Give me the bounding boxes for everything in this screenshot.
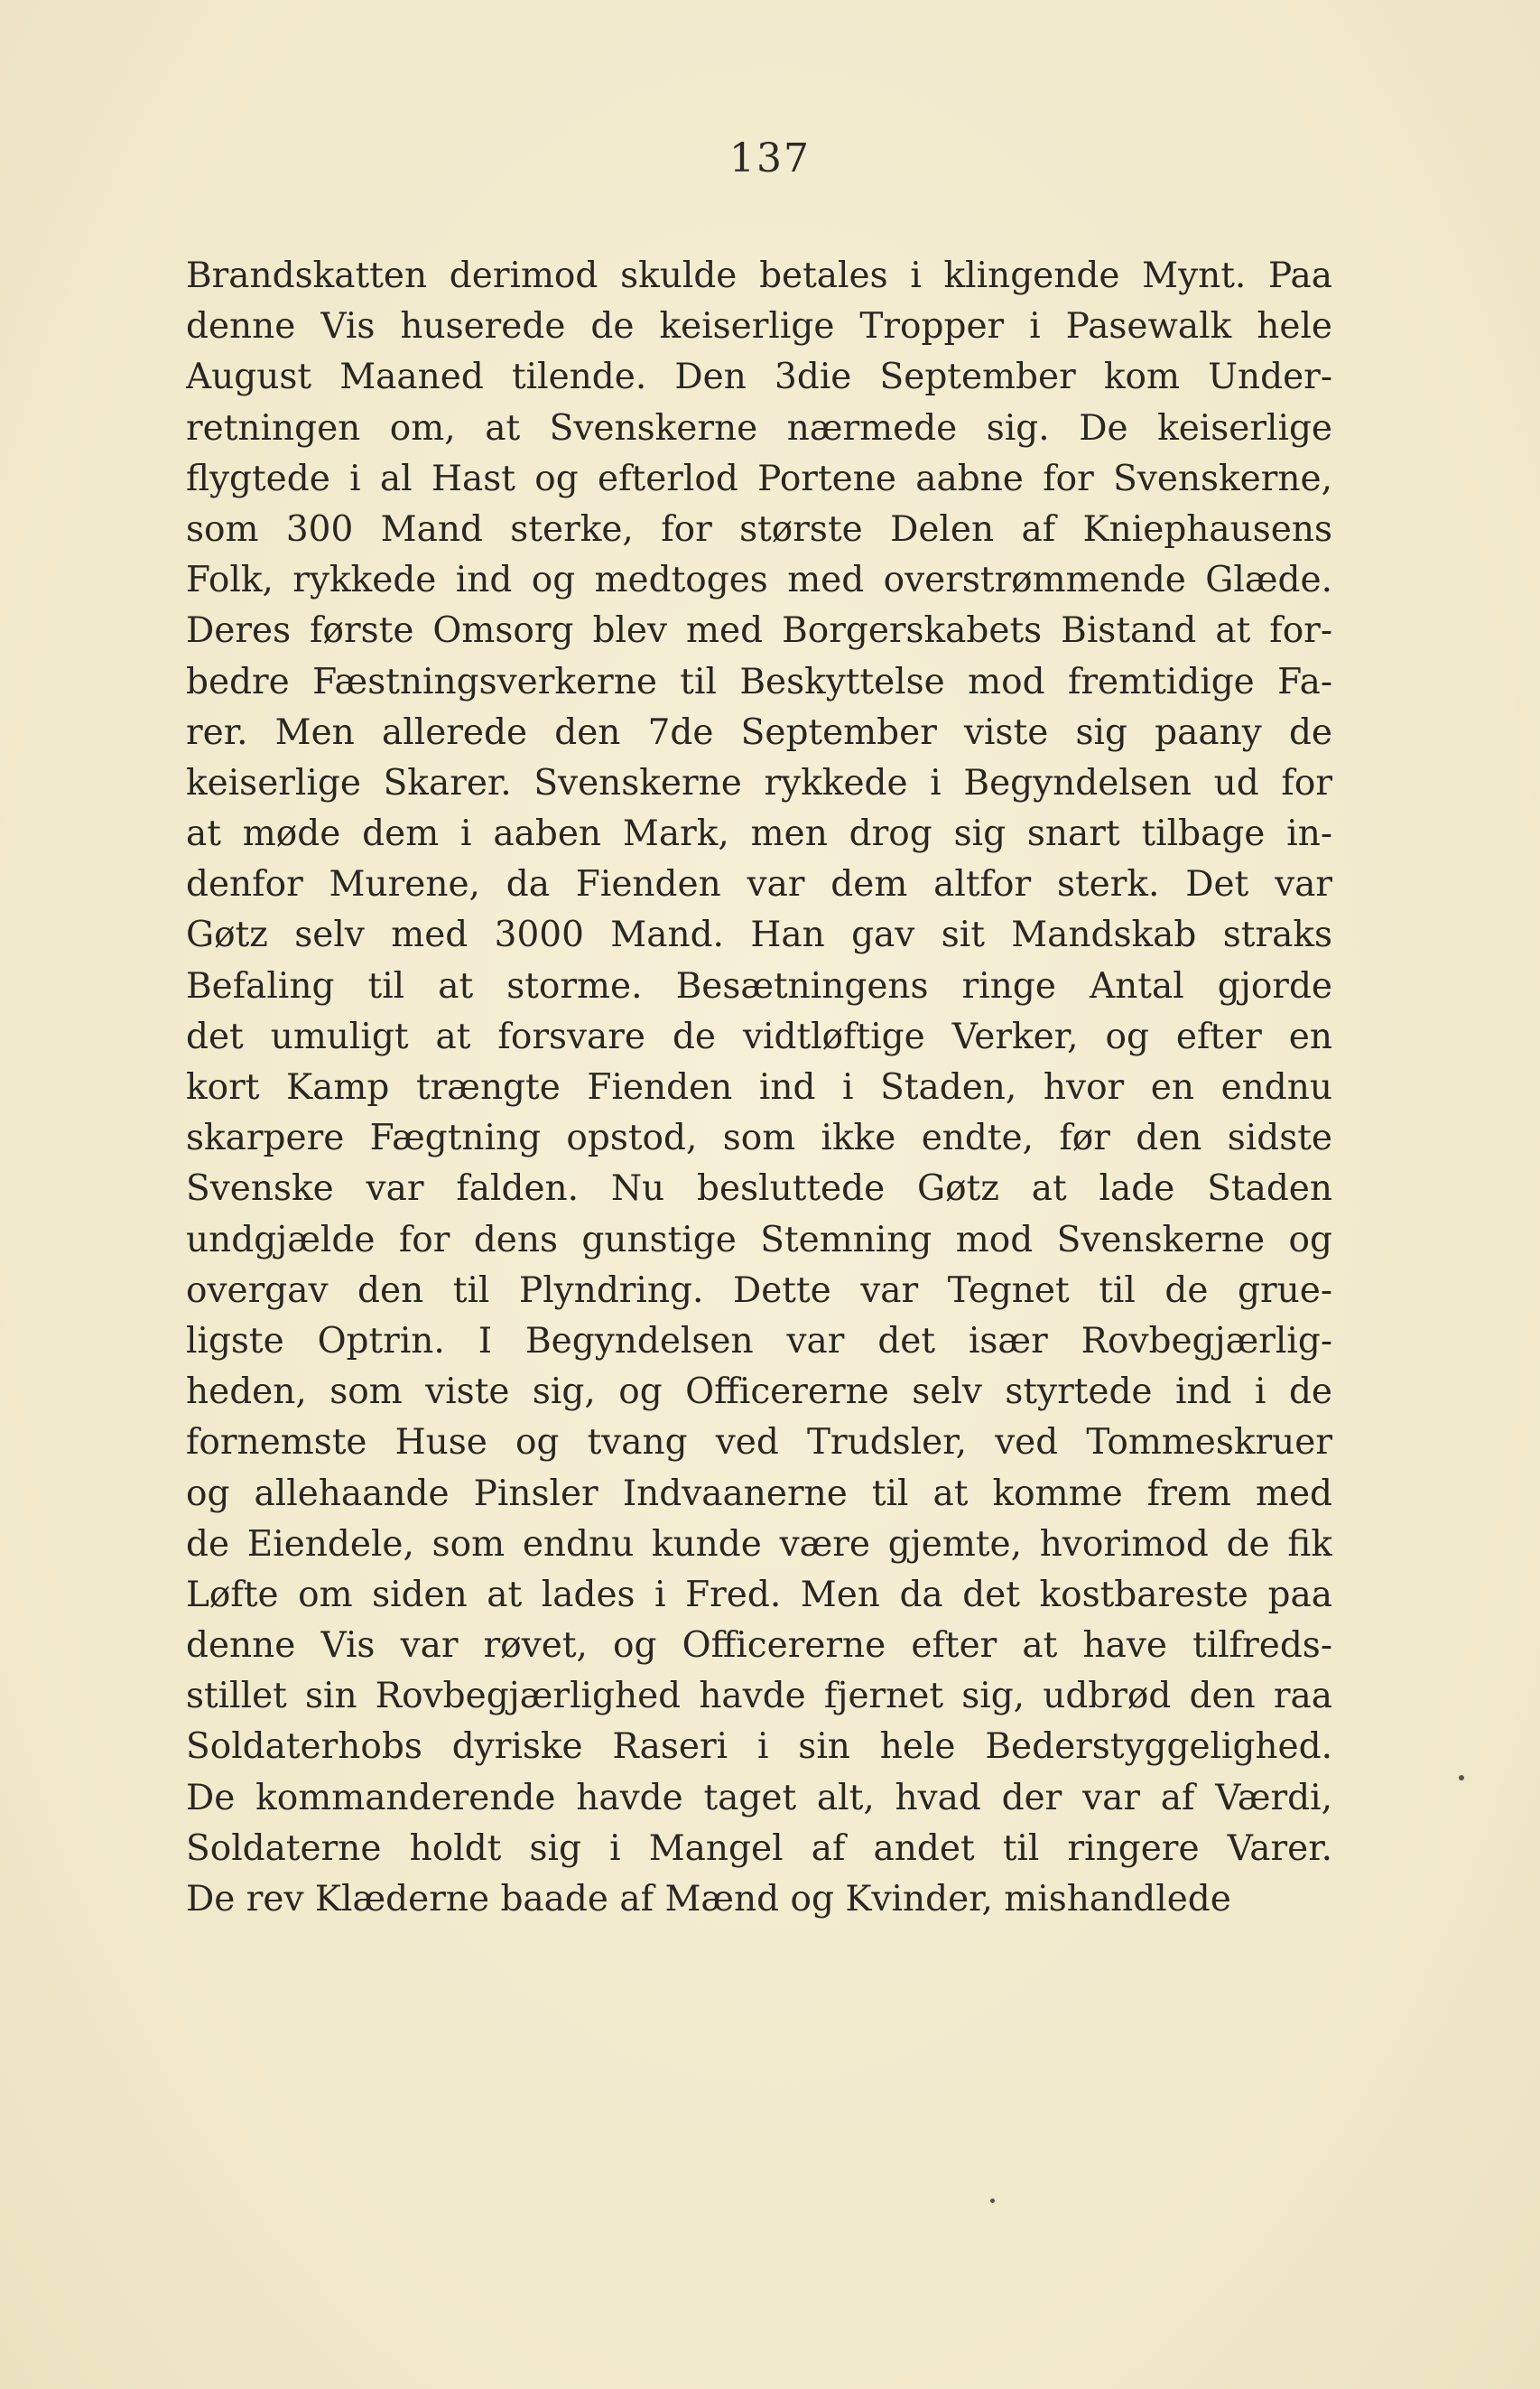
text-line: denfor Murene, da Fienden var dem altfor sterk. Det var: [186, 864, 1332, 906]
text-line: denne Vis huserede de keiserlige Tropper i Pasewalk hele: [186, 306, 1332, 348]
text-line: denne Vis var røvet, og Officererne efter at have tilfreds-: [186, 1625, 1332, 1667]
text-line: overgav den til Plyndring. Dette var Tegnet til de grue-: [186, 1269, 1332, 1311]
text-line: ligste Optrin. I Begyndelsen var det især Rovbegjærlig-: [186, 1320, 1332, 1362]
paper-speck: [1459, 1775, 1464, 1780]
text-line: August Maaned tilende. Den 3die September kom Under-: [186, 357, 1332, 398]
text-line: flygtede i al Hast og efterlod Portene aabne for Svenskerne,: [186, 458, 1332, 499]
text-line: skarpere Fægtning opstod, som ikke endte, før den sidste: [186, 1118, 1332, 1159]
text-line: Soldaterhobs dyriske Raseri i sin hele Bederstyggelighed.: [186, 1726, 1332, 1768]
text-line: De rev Klæderne baade af Mænd og Kvinder, mishandlede: [186, 1879, 1231, 1920]
text-line: bedre Fæstningsverkerne til Beskyttelse mod fremtidige Fa-: [186, 661, 1332, 702]
text-line: som 300 Mand sterke, for største Delen af Kniephausens: [186, 508, 1332, 550]
text-line: rer. Men allerede den 7de September viste sig paany de: [186, 711, 1332, 753]
text-line: kort Kamp trængte Fienden ind i Staden, hvor en endnu: [186, 1067, 1332, 1108]
text-line: det umuligt at forsvare de vidtløftige Verker, og efter en: [186, 1016, 1332, 1057]
text-line: Gøtz selv med 3000 Mand. Han gav sit Mandskab straks: [186, 915, 1332, 956]
text-line: de Eiendele, som endnu kunde være gjemte, hvorimod de fik: [186, 1523, 1332, 1565]
body-text: [186, 251, 1332, 1925]
text-line: Befaling til at storme. Besætningens ringe Antal gjorde: [186, 965, 1332, 1007]
text-line: at møde dem i aaben Mark, men drog sig snart tilbage in-: [186, 813, 1332, 855]
text-line: heden, som viste sig, og Officererne selv styrtede ind i de: [186, 1371, 1332, 1413]
text-line: og allehaande Pinsler Indvaanerne til at komme frem med: [186, 1473, 1332, 1514]
paper-speck: [990, 2198, 995, 2203]
page-number: 137: [729, 135, 811, 181]
text-line: De kommanderende havde taget alt, hvad der var af Værdi,: [186, 1777, 1332, 1818]
text-line: Deres første Omsorg blev med Borgerskabets Bistand at for-: [186, 610, 1332, 652]
text-line: Løfte om siden at lades i Fred. Men da det kostbareste paa: [186, 1574, 1332, 1615]
text-line: Brandskatten derimod skulde betales i klingende Mynt. Paa: [186, 256, 1332, 296]
text-line: undgjælde for dens gunstige Stemning mod Svenskerne og: [186, 1219, 1332, 1260]
text-line: keiserlige Skarer. Svenskerne rykkede i Begyndelsen ud for: [186, 762, 1332, 804]
text-line: fornemste Huse og tvang ved Trudsler, ved Tommeskruer: [186, 1422, 1332, 1464]
text-line: retningen om, at Svenskerne nærmede sig. De keiserlige: [186, 407, 1332, 449]
text-line: Folk, rykkede ind og medtoges med overstrømmende Glæde.: [186, 560, 1332, 601]
text-line: Svenske var falden. Nu besluttede Gøtz at lade Staden: [186, 1168, 1332, 1210]
text-line: Soldaterne holdt sig i Mangel af andet til ringere Varer.: [186, 1827, 1332, 1869]
text-line: stillet sin Rovbegjærlighed havde fjernet sig, udbrød den raa: [186, 1676, 1332, 1717]
